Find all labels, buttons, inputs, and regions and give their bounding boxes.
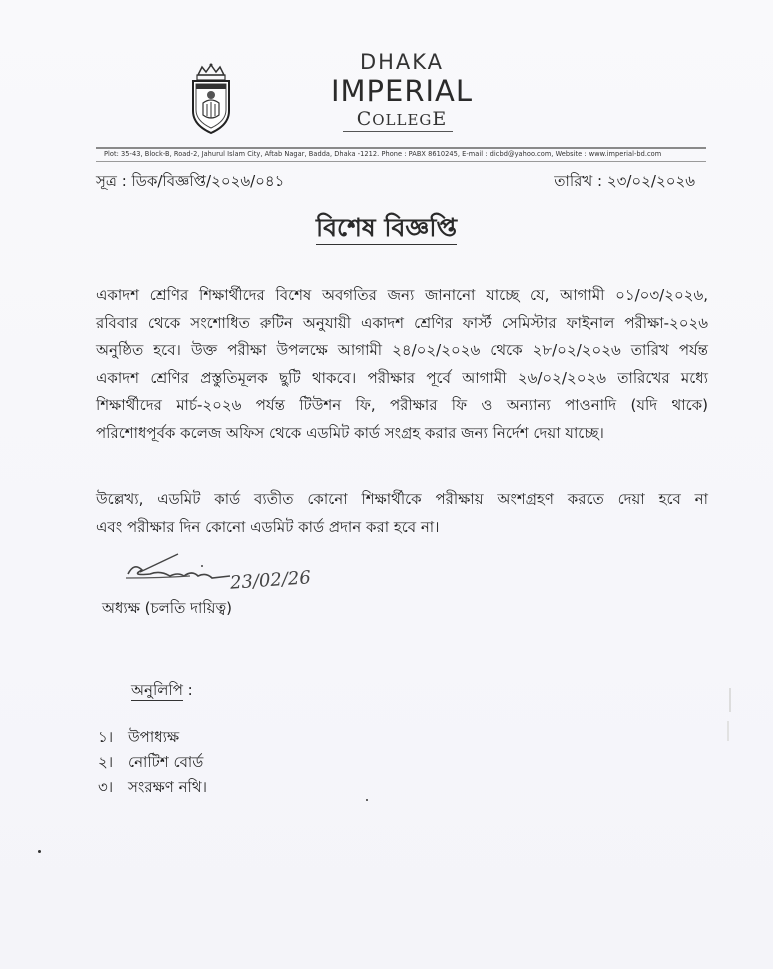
notice-title xyxy=(0,208,773,251)
scan-mark xyxy=(727,721,729,741)
scan-mark xyxy=(729,688,731,712)
signatory-designation: অধ্যক্ষ (চলতি দায়িত্ব) xyxy=(102,599,232,617)
list-item-number: ১। xyxy=(98,728,114,746)
notice-date: তারিখ : ২৩/০২/২০২৬ xyxy=(554,172,695,190)
paragraph-line: এবং পরীক্ষার দিন কোনো এডমিট কার্ড প্রদান করা হবে না। xyxy=(96,517,440,536)
paragraph-line: একাদশ শ্রেণির শিক্ষার্থীদের বিশেষ অবগতির জন্য জানানো যাচ্ছে যে, আগামী ০১/০৩/২০২৬, xyxy=(96,286,708,304)
copy-to-label: অনুলিপি xyxy=(131,681,183,699)
college-name-line3 xyxy=(322,107,482,132)
address-divider-top xyxy=(96,147,706,149)
college-address: Plot: 35-43, Block-B, Road-2, Jahurul Islam City, Aftab Nagar, Badda, Dhaka -1212. Phone : PABX 8610245, E-mail : dicbd@yahoo.com, Website : www.imperial-bd.com xyxy=(104,150,662,158)
brand-underline xyxy=(343,131,453,132)
college-name-middle: OLLEG xyxy=(372,111,433,129)
list-item-text: সংরক্ষণ নথি। xyxy=(128,778,207,796)
signature-date: 23/02/26 xyxy=(229,567,312,594)
reference-number: সূত্র : ডিক/বিজ্ঞপ্তি/২০২৬/০৪১ xyxy=(96,172,285,190)
notice-paragraph-2 xyxy=(96,486,708,541)
paragraph-line: একাদশ শ্রেণির প্রস্তুতিমূলক ছুটি থাকবে। পরীক্ষার পূর্বে আগামী ২৬/০২/২০২৬ তারিখের মধ্যে xyxy=(96,368,708,387)
copy-to-list xyxy=(98,725,207,800)
list-item xyxy=(98,750,207,775)
scan-speck xyxy=(38,850,41,853)
list-item xyxy=(98,775,207,800)
paragraph-line: অনুষ্ঠিত হবে। উক্ত পরীক্ষা উপলক্ষে আগামী ২৪/০২/২০২৬ থেকে ২৮/০২/২০২৬ তারিখ পর্যন্ত xyxy=(96,341,708,359)
list-item-text: নোটিশ বোর্ড xyxy=(128,753,204,771)
paragraph-line: রবিবার থেকে সংশোধিত রুটিন অনুযায়ী একাদশ শ্রেণির ফার্স্ট সেমিস্টার ফাইনাল পরীক্ষা-২০২৬ xyxy=(96,313,708,332)
college-name-initial: C xyxy=(356,108,373,130)
list-item-text: উপাধ্যক্ষ xyxy=(128,728,180,746)
list-item-number: ২। xyxy=(98,753,114,771)
list-item xyxy=(98,725,207,750)
list-item-number: ৩। xyxy=(98,778,114,796)
college-name xyxy=(322,50,482,132)
notice-paragraph-1 xyxy=(96,282,708,447)
college-name-line1: DHAKA xyxy=(359,50,445,74)
paragraph-line: পরিশোধপূর্বক কলেজ অফিস থেকে এডমিট কার্ড সংগ্রহ করার জন্য নির্দেশ দেয়া যাচ্ছে। xyxy=(96,423,604,442)
scan-speck xyxy=(366,799,368,801)
college-name-final: E xyxy=(432,108,448,130)
copy-to-heading xyxy=(131,679,193,704)
paragraph-line: শিক্ষার্থীদের মার্চ-২০২৬ পর্যন্ত টিউশন ফি, পরীক্ষার ফি ও অন্যান্য পাওনাদি (যদি থাকে) xyxy=(96,396,708,414)
college-name-line2: IMPERIAL xyxy=(330,74,474,108)
copy-to-colon: : xyxy=(182,681,193,699)
address-divider-bottom xyxy=(96,161,706,162)
college-crest-icon xyxy=(190,63,232,135)
notice-title-text: বিশেষ বিজ্ঞপ্তি xyxy=(316,213,457,245)
paragraph-line: উল্লেখ্য, এডমিট কার্ড ব্যতীত কোনো শিক্ষার্থীকে পরীক্ষায় অংশগ্রহণ করতে দেয়া হবে না xyxy=(96,490,708,508)
